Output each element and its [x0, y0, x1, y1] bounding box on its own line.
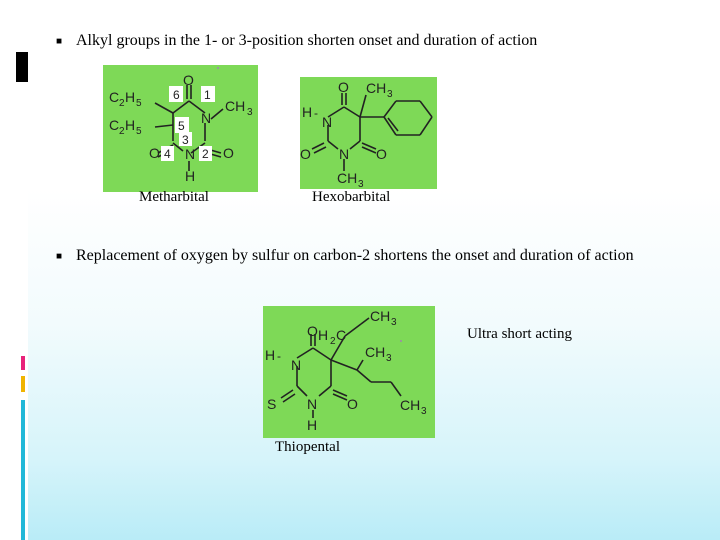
- svg-text:H: H: [265, 347, 276, 363]
- svg-text:3: 3: [421, 406, 427, 417]
- svg-text:N: N: [307, 396, 318, 412]
- svg-text:O: O: [183, 72, 194, 88]
- svg-text:3: 3: [247, 107, 253, 118]
- svg-text:CH: CH: [225, 98, 246, 114]
- svg-text:N: N: [201, 110, 212, 126]
- svg-text:3: 3: [391, 317, 397, 328]
- thiopental-structure: [263, 306, 435, 438]
- metharbital-structure: [103, 65, 258, 192]
- svg-text:H: H: [302, 104, 313, 120]
- caption-metharbital: Metharbital: [139, 189, 209, 205]
- svg-text:CH: CH: [366, 80, 387, 96]
- svg-text:H: H: [307, 417, 318, 433]
- svg-text:CH: CH: [400, 397, 421, 413]
- side-accent-cyan: [21, 400, 25, 540]
- svg-text:6: 6: [173, 88, 180, 102]
- svg-text:-: -: [314, 106, 318, 120]
- square-bullet-icon: ■: [56, 251, 63, 262]
- bullet-text-alkyl-groups: Alkyl groups in the 1- or 3-position shorten onset and duration of action: [76, 32, 538, 49]
- svg-text:3: 3: [386, 353, 392, 364]
- svg-text:CH: CH: [370, 308, 391, 324]
- svg-text:O: O: [347, 396, 358, 412]
- svg-text:2: 2: [202, 147, 209, 161]
- caption-hexobarbital: Hexobarbital: [312, 189, 391, 205]
- svg-text:CH: CH: [337, 170, 358, 186]
- caption-ultra-short-acting: Ultra short acting: [467, 326, 572, 342]
- svg-text:S: S: [267, 396, 277, 412]
- caption-thiopental: Thiopental: [275, 439, 340, 455]
- svg-text:CH: CH: [365, 344, 386, 360]
- svg-text:O: O: [376, 146, 387, 162]
- side-accent-yellow: [21, 376, 25, 392]
- square-bullet-icon: ■: [56, 36, 63, 47]
- svg-text:H: H: [318, 327, 329, 343]
- accent-bar: [16, 52, 28, 82]
- svg-text:2: 2: [119, 126, 125, 137]
- svg-text:5: 5: [136, 126, 142, 137]
- bullet-text-sulfur-replacement: Replacement of oxygen by sulfur on carbon-2 shortens the onset and duration of action: [76, 247, 634, 264]
- decorative-dot: [400, 340, 402, 342]
- svg-text:N: N: [322, 114, 333, 130]
- svg-text:3: 3: [182, 133, 189, 147]
- svg-text:3: 3: [358, 179, 364, 189]
- svg-text:1: 1: [204, 88, 211, 102]
- svg-text:3: 3: [387, 89, 393, 100]
- svg-text:N: N: [291, 357, 302, 373]
- side-accent-pink: [21, 356, 25, 370]
- svg-text:N: N: [185, 146, 196, 162]
- svg-text:2: 2: [330, 336, 336, 347]
- svg-text:O: O: [149, 145, 160, 161]
- svg-text:O: O: [338, 79, 349, 95]
- svg-text:5: 5: [136, 98, 142, 109]
- svg-text:O: O: [223, 145, 234, 161]
- svg-text:O: O: [300, 146, 311, 162]
- svg-text:5: 5: [178, 119, 185, 133]
- svg-text:H: H: [185, 168, 196, 184]
- svg-text:4: 4: [164, 147, 171, 161]
- decorative-dot: [217, 67, 219, 69]
- svg-text:C: C: [109, 89, 120, 105]
- svg-text:N: N: [339, 146, 350, 162]
- svg-text:O: O: [307, 323, 318, 339]
- svg-text:2: 2: [119, 98, 125, 109]
- svg-text:C: C: [336, 327, 347, 343]
- hexobarbital-structure: [300, 77, 437, 189]
- svg-text:H: H: [125, 117, 136, 133]
- svg-text:C: C: [109, 117, 120, 133]
- svg-text:H: H: [125, 89, 136, 105]
- svg-text:-: -: [277, 349, 281, 363]
